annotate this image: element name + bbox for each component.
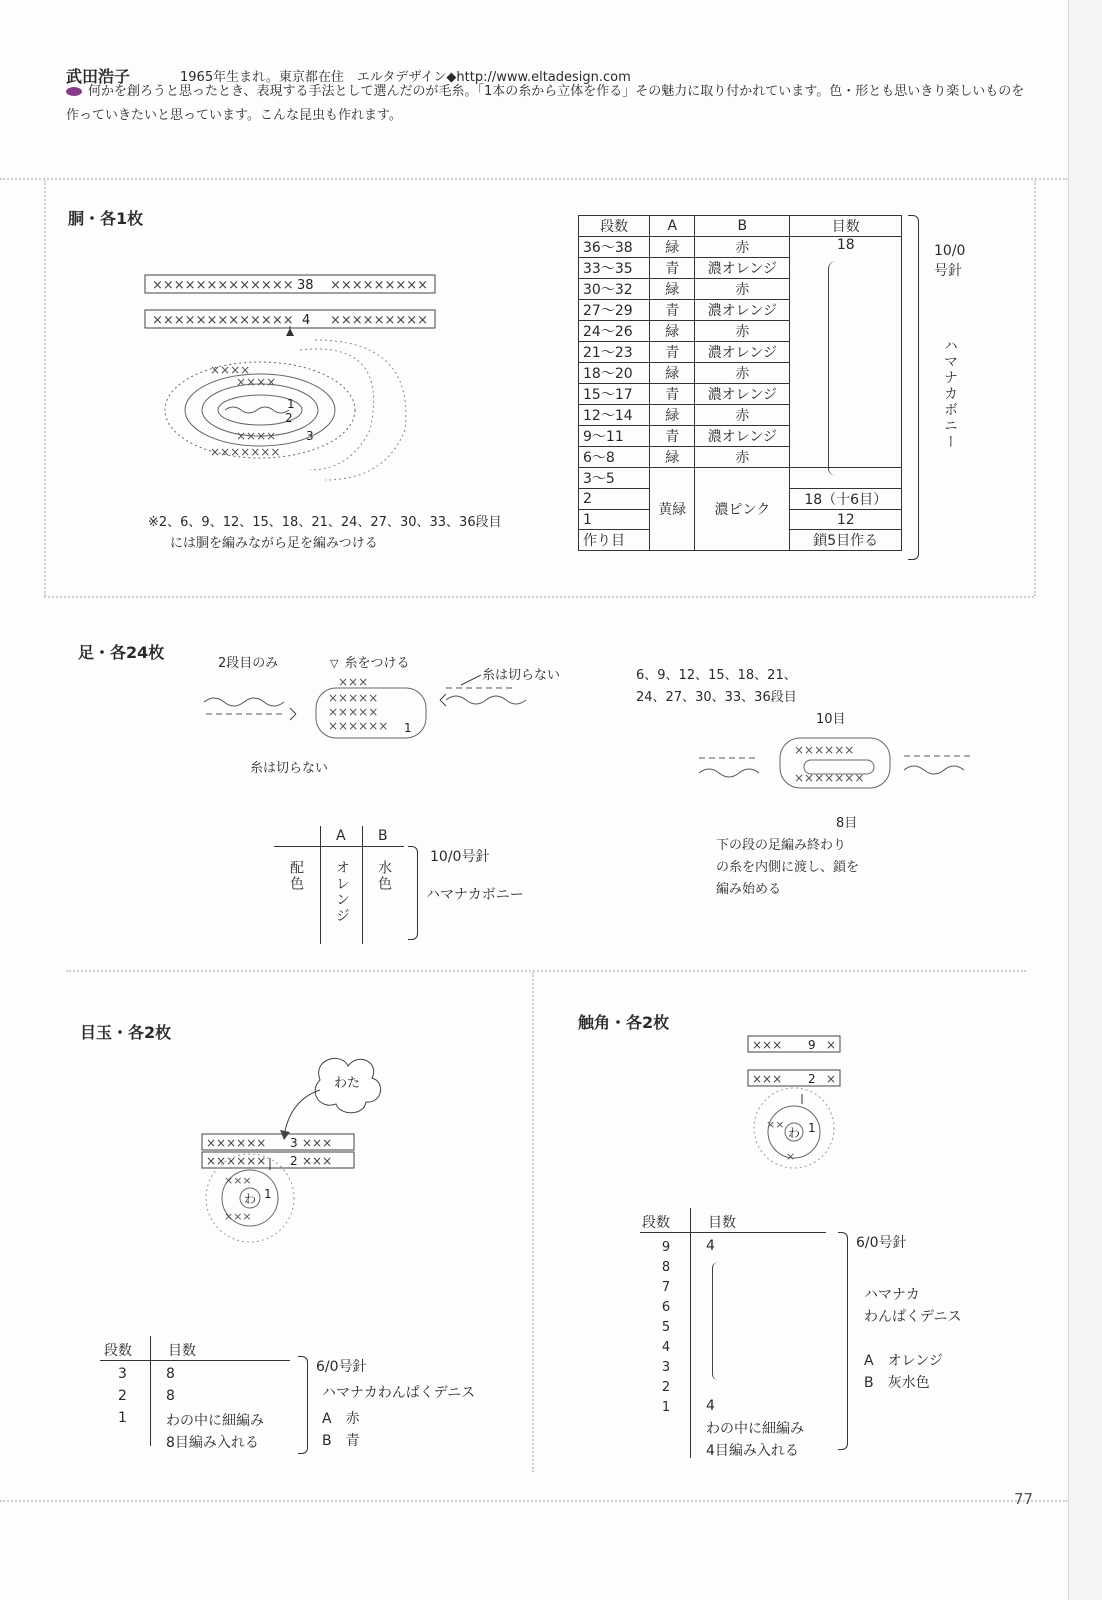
svg-text:×: ×: [786, 1150, 796, 1163]
svg-text:×××: ×××: [302, 1136, 333, 1150]
eye-ring-label: わ: [244, 1192, 257, 1206]
eyes-brace: [298, 1356, 308, 1454]
eyes-color-b: B 青: [322, 1433, 360, 1449]
section-border: [1034, 180, 1036, 596]
antennae-section-title: 触角・各2枚: [578, 1013, 670, 1032]
antenna-row: 6: [661, 1300, 671, 1315]
body-brace: [908, 215, 919, 560]
th-rows: 段数: [579, 216, 650, 237]
label-no-cut-left: 糸は切らない: [250, 761, 329, 776]
section-divider: [44, 596, 1034, 598]
cell-b: 濃オレンジ: [695, 342, 790, 363]
antenna-row: 8: [661, 1260, 671, 1275]
eye-row-label-1: 1: [264, 1187, 272, 1201]
cell-b: 濃オレンジ: [695, 426, 790, 447]
antenna-stitch-diagram: [746, 1032, 856, 1172]
label-attach-text: 糸をつける: [344, 656, 410, 671]
legs-hook: 10/0号針: [430, 849, 490, 865]
svg-text:×××: ×××: [752, 1072, 783, 1086]
cell-rows: 36〜38: [579, 237, 650, 258]
cell-rows: 33〜35: [579, 258, 650, 279]
cell-a-merged: 黄緑: [650, 468, 695, 551]
bullet-icon: [66, 87, 82, 96]
label-row2-only: 2段目のみ: [218, 656, 279, 671]
body-section-title: 胴・各1枚: [68, 209, 144, 228]
svg-text:××××××: ××××××: [328, 719, 389, 733]
table-row: [579, 468, 902, 489]
antenna-ring-label: わ: [788, 1126, 801, 1140]
leg-note-line3: 編み始める: [716, 882, 782, 897]
row-label-38: 38: [297, 278, 314, 293]
section-divider: [66, 970, 1026, 972]
svg-text:××××: ××××: [210, 363, 251, 377]
leg-note-line2: の糸を内側に渡し、鎖を: [716, 860, 860, 875]
eyes-th-count: 目数: [168, 1343, 196, 1359]
cell-b: 濃オレンジ: [695, 258, 790, 279]
cell-b: 赤: [695, 279, 790, 300]
legs-table-rule: [274, 846, 404, 847]
attach-mark-icon: ▽: [330, 657, 339, 670]
legs-section-title: 足・各24枚: [78, 643, 165, 662]
legs-yarn: ハマナカボニー: [426, 887, 524, 903]
svg-text:×××××: ×××××: [328, 691, 379, 705]
antennae-yarn-line2: わんぱくデニス: [864, 1309, 962, 1325]
svg-text:××××××: ××××××: [206, 1154, 267, 1168]
eye-row-label-3: 3: [290, 1136, 298, 1150]
svg-text:××××××: ××××××: [206, 1136, 267, 1150]
section-border: [532, 972, 534, 1472]
cell-a: 緑: [650, 279, 695, 300]
eyes-row-1: 1: [118, 1410, 127, 1426]
eyes-row-2: 2: [118, 1388, 127, 1404]
page-edge: [1068, 0, 1102, 1600]
leg-note-line1: 下の段の足編み終わり: [716, 838, 847, 853]
body-stitch-diagram: [140, 270, 450, 480]
svg-text:×××: ×××: [752, 1038, 783, 1052]
eye-stitch-diagram: [200, 1050, 390, 1250]
svg-text:×: ×: [826, 1072, 837, 1086]
antennae-count-continue: [712, 1262, 721, 1380]
cell-b: 赤: [695, 237, 790, 258]
count-continue-line: [828, 261, 839, 476]
antennae-table-col-line: [690, 1208, 691, 1458]
count-top: 18: [836, 237, 855, 253]
label-no-cut-right: 糸は切らない: [482, 668, 561, 683]
eyes-yarn: ハマナカわんぱくデニス: [322, 1385, 476, 1401]
cell-b: 赤: [695, 363, 790, 384]
antennae-yarn-line1: ハマナカ: [864, 1287, 920, 1303]
legs-color-b: 水色: [376, 860, 392, 892]
cell-a: 緑: [650, 405, 695, 426]
svg-text:×××: ×××: [338, 675, 369, 689]
antennae-th-rows: 段数: [642, 1215, 670, 1231]
cell-b: 赤: [695, 321, 790, 342]
cell-a: 緑: [650, 237, 695, 258]
intro-text: 何かを創ろうと思ったとき、表現する手法として選んだのが毛糸。「1本の糸から立体を作る」その魅力に取り付かれています。色・形とも思いきり楽しいものを作っていきたいと思っています。こんな昆虫も作れます。: [66, 84, 1025, 123]
body-note-line2: には胴を編みながら足を編みつける: [170, 536, 378, 551]
antennae-color-a: A オレンジ: [864, 1353, 943, 1369]
antennae-count-extra: 4目編み入れる: [706, 1443, 799, 1459]
cell-rows: 3〜5: [579, 468, 650, 489]
eyes-count-1: わの中に細編み: [166, 1413, 264, 1429]
eyes-th-rows: 段数: [104, 1343, 132, 1359]
cell-rows: 21〜23: [579, 342, 650, 363]
cell-count-blank: [790, 468, 902, 489]
eyes-color-a: A 赤: [322, 1411, 360, 1427]
leg-row2-diagram: [196, 670, 556, 760]
stuffing-label: わた: [334, 1076, 361, 1091]
eyes-count-3: 8: [166, 1366, 175, 1382]
table-row: [579, 237, 902, 258]
cell-rows: 15〜17: [579, 384, 650, 405]
antenna-row: 4: [661, 1340, 671, 1355]
svg-text:×××××××: ×××××××: [794, 771, 865, 785]
body-yarn: ハマナカボニー: [942, 338, 958, 450]
eyes-count-2: 8: [166, 1388, 175, 1404]
cell-rows: 作り目: [579, 530, 650, 551]
leg-other-rows-diagram: [694, 728, 984, 808]
antennae-count-row1: わの中に細編み: [706, 1421, 804, 1437]
legs-color-a: オレンジ: [334, 860, 350, 924]
cell-rows: 24〜26: [579, 321, 650, 342]
row-label-2: 2: [285, 411, 293, 425]
cell-a: 緑: [650, 447, 695, 468]
antenna-row: 3: [661, 1360, 671, 1375]
cell-b: 赤: [695, 405, 790, 426]
legs-table-col-line: [320, 826, 321, 944]
antennae-hook: 6/0号針: [856, 1235, 907, 1251]
svg-text:×××××××××××××: ×××××××××××××: [152, 278, 294, 293]
eyes-table-rule: [100, 1360, 290, 1361]
row-label-1: 1: [287, 397, 295, 411]
leg-label-10: 10目: [816, 712, 846, 727]
antennae-brace: [838, 1232, 848, 1450]
antennae-count-top: 4: [706, 1238, 715, 1254]
cell-b: 赤: [695, 447, 790, 468]
label-attach-yarn: [330, 652, 409, 671]
svg-text:×××××××××: ×××××××××: [330, 313, 429, 328]
legs-brace: [408, 846, 418, 940]
svg-text:×××: ×××: [224, 1174, 252, 1187]
section-border: [44, 180, 46, 596]
leg-rows-line1: 6、9、12、15、18、21、: [636, 668, 797, 683]
cell-a: 青: [650, 300, 695, 321]
legs-th-a: A: [336, 828, 346, 844]
svg-text:×××××: ×××××: [328, 705, 379, 719]
section-divider: [0, 178, 1068, 180]
antenna-row-label-1: 1: [808, 1121, 816, 1135]
cell-rows: 2: [579, 489, 650, 510]
section-divider: [0, 1500, 1068, 1502]
svg-text:×××: ×××: [302, 1154, 333, 1168]
cell-a: 青: [650, 384, 695, 405]
cell-rows: 6〜8: [579, 447, 650, 468]
cell-rows: 18〜20: [579, 363, 650, 384]
cell-b: 濃オレンジ: [695, 300, 790, 321]
body-note-line1: ※2、6、9、12、15、18、21、24、27、30、33、36段目: [148, 515, 502, 530]
designer-intro: [66, 80, 1026, 128]
antenna-row-label-9: 9: [808, 1038, 816, 1052]
row-label-3: 3: [306, 429, 314, 443]
legs-table-col-line: [362, 826, 363, 944]
svg-text:××××: ××××: [236, 375, 277, 389]
svg-text:××: ××: [766, 1118, 785, 1131]
cell-a: 青: [650, 258, 695, 279]
svg-text:×××: ×××: [224, 1210, 252, 1223]
cell-b: 濃オレンジ: [695, 384, 790, 405]
antenna-row: 2: [661, 1380, 671, 1395]
svg-text:××××××: ××××××: [794, 743, 855, 757]
cell-count: 12: [790, 510, 902, 530]
antenna-row: 9: [661, 1240, 671, 1255]
th-b: B: [695, 216, 790, 237]
svg-text:×××××××××××××: ×××××××××××××: [152, 313, 294, 328]
antenna-row: 5: [661, 1320, 671, 1335]
leg-label-8: 8目: [836, 816, 858, 831]
eyes-count-extra: 8目編み入れる: [166, 1435, 259, 1451]
cell-rows: 9〜11: [579, 426, 650, 447]
leg-row-label-1: 1: [404, 721, 412, 735]
svg-text:××××: ××××: [236, 429, 277, 443]
row-label-4: 4: [302, 313, 311, 328]
antennae-table-rule: [640, 1232, 826, 1233]
eyes-row-3: 3: [118, 1366, 127, 1382]
cell-b-merged: 濃ピンク: [695, 468, 790, 551]
th-a: A: [650, 216, 695, 237]
eyes-table-col-line: [150, 1336, 151, 1446]
eyes-section-title: 目玉・各2枚: [80, 1023, 172, 1042]
antennae-th-count: 目数: [708, 1215, 736, 1231]
cell-rows: 30〜32: [579, 279, 650, 300]
cell-rows: 1: [579, 510, 650, 530]
antennae-color-b: B 灰水色: [864, 1375, 930, 1391]
page-number: 77: [1014, 1490, 1034, 1508]
antenna-row: 1: [661, 1400, 671, 1415]
antenna-row: 7: [661, 1280, 671, 1295]
legs-row-label: 配色: [288, 860, 304, 892]
cell-rows: 12〜14: [579, 405, 650, 426]
designer-name: 武田浩子: [66, 67, 131, 86]
eyes-hook: 6/0号針: [316, 1359, 367, 1375]
cell-a: 緑: [650, 363, 695, 384]
body-hook: 10/0 号針: [934, 243, 966, 279]
legs-th-b: B: [378, 828, 388, 844]
th-count: 目数: [790, 216, 902, 237]
count-merged-cell: [790, 237, 902, 468]
antennae-row-numbers: [656, 1238, 676, 1418]
cell-a: 緑: [650, 321, 695, 342]
cell-a: 青: [650, 342, 695, 363]
leg-rows-line2: 24、27、30、33、36段目: [636, 690, 797, 705]
cell-a: 青: [650, 426, 695, 447]
cell-rows: 27〜29: [579, 300, 650, 321]
designer-bio: 1965年生まれ。東京都在住 エルタデザイン◆http://www.eltadesign.com: [180, 70, 631, 85]
svg-text:×××××××: ×××××××: [210, 445, 281, 459]
antenna-row-label-2: 2: [808, 1072, 816, 1086]
body-color-table: [578, 215, 902, 551]
svg-text:×: ×: [826, 1038, 837, 1052]
antennae-count-row2: 4: [706, 1398, 715, 1414]
eye-row-label-2: 2: [290, 1154, 298, 1168]
cell-count: 鎖5目作る: [790, 530, 902, 551]
cell-count: 18（十6目）: [790, 489, 902, 510]
svg-text:×××××××××: ×××××××××: [330, 278, 429, 293]
